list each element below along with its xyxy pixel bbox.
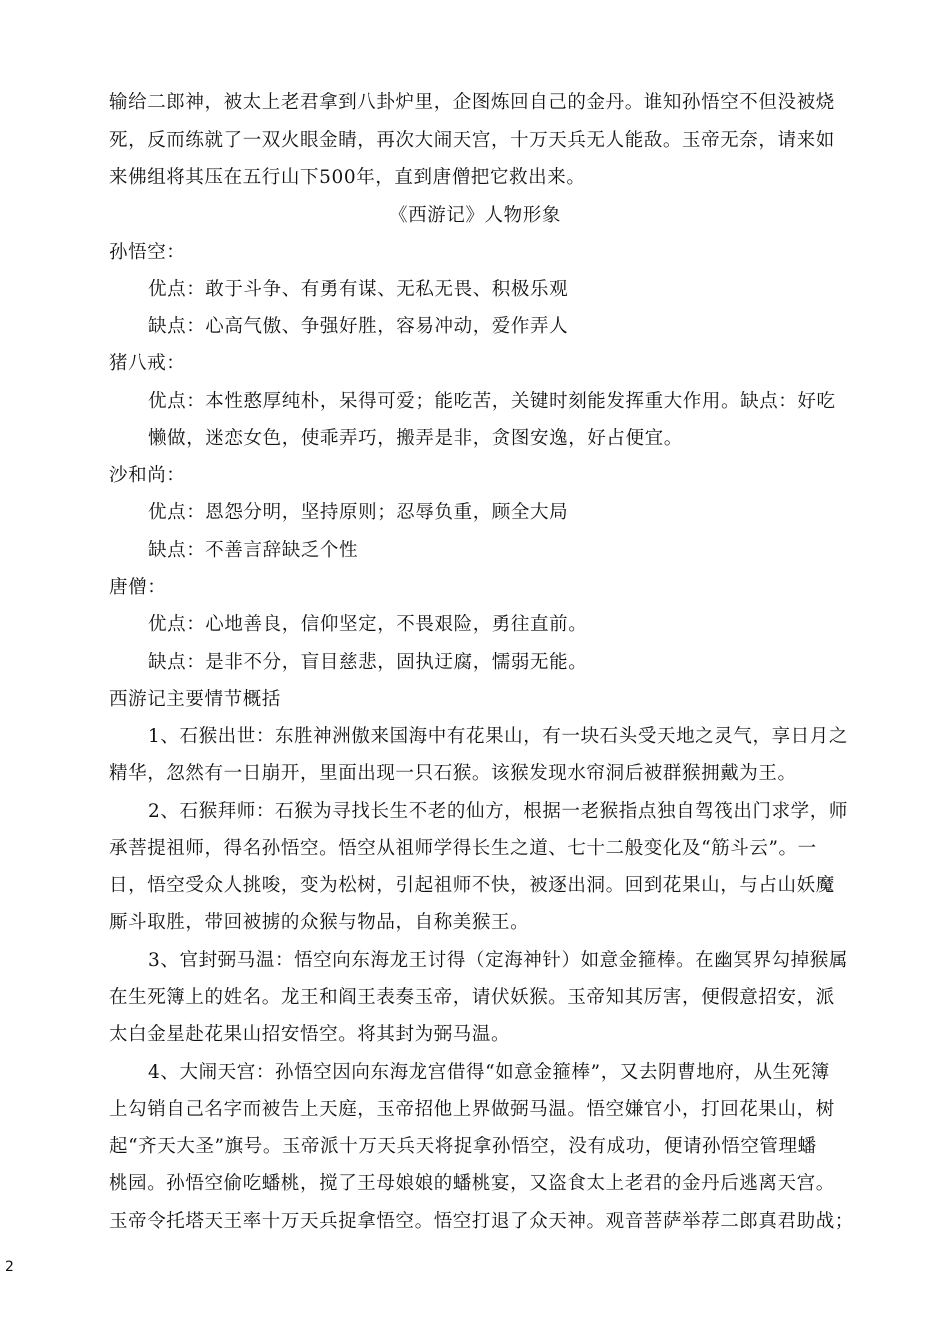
character-name-tang-seng: 唐僧： bbox=[109, 577, 167, 598]
page-number: 2 bbox=[5, 1259, 14, 1275]
plot-item-line: 上勾销自己名字而被告上天庭，玉帝招他上界做弼马温。悟空嫌官小，打回花果山，树 bbox=[109, 1099, 835, 1120]
plot-item-line: 1、石猴出世：东胜神洲傲来国海中有花果山，有一块石头受天地之灵气，享日月之 bbox=[148, 726, 848, 747]
character-pros: 优点：恩怨分明，坚持原则；忍辱负重，顾全大局 bbox=[148, 502, 569, 523]
paragraph-line: 输给二郎神，被太上老君拿到八卦炉里，企图炼回自己的金丹。谁知孙悟空不但没被烧 bbox=[109, 92, 835, 113]
plot-item-line: 在生死簿上的姓名。龙王和阎王表奏玉帝，请伏妖猴。玉帝知其厉害，便假意招安，派 bbox=[109, 987, 835, 1008]
paragraph-line: 来佛组将其压在五行山下500年，直到唐僧把它救出来。 bbox=[109, 167, 586, 188]
plot-item-line: 太白金星赴花果山招安悟空。将其封为弼马温。 bbox=[109, 1024, 511, 1045]
plot-item-line: 日，悟空受众人挑唆，变为松树，引起祖师不快，被逐出洞。回到花果山，与占山妖魔 bbox=[109, 875, 835, 896]
character-cons: 缺点：是非不分，盲目慈悲，固执迂腐，懦弱无能。 bbox=[148, 652, 588, 673]
plot-item-line: 厮斗取胜，带回被掳的众猴与物品，自称美猴王。 bbox=[109, 912, 530, 933]
plot-item-line: 承菩提祖师，得名孙悟空。悟空从祖师学得长生之道、七十二般变化及“筋斗云”。一 bbox=[109, 838, 817, 859]
character-traits: 优点：本性憨厚纯朴，呆得可爱；能吃苦，关键时刻能发挥重大作用。缺点：好吃 bbox=[148, 391, 836, 412]
plot-item-line: 4、大闹天宫：孙悟空因向东海龙宫借得“如意金箍棒”，又去阴曹地府，从生死簿 bbox=[148, 1062, 830, 1083]
plot-item-line: 3、官封弼马温：悟空向东海龙王讨得（定海神针）如意金箍棒。在幽冥界勾掉猴属 bbox=[148, 950, 848, 971]
character-pros: 优点：心地善良，信仰坚定，不畏艰险，勇往直前。 bbox=[148, 614, 588, 635]
character-name-sun-wukong: 孙悟空： bbox=[109, 242, 186, 263]
character-cons: 缺点：心高气傲、争强好胜，容易冲动，爱作弄人 bbox=[148, 316, 569, 337]
character-traits: 懒做，迷恋女色，使乖弄巧，搬弄是非，贪图安逸，好占便宜。 bbox=[148, 428, 683, 449]
character-name-sha-heshang: 沙和尚： bbox=[109, 465, 186, 486]
plot-item-line: 2、石猴拜师：石猴为寻找长生不老的仙方，根据一老猴指点独自驾筏出门求学，师 bbox=[148, 801, 848, 822]
paragraph-line: 死，反而练就了一双火眼金睛，再次大闹天宫，十万天兵无人能敌。玉帝无奈，请来如 bbox=[109, 130, 835, 151]
character-cons: 缺点：不善言辞缺乏个性 bbox=[148, 540, 359, 561]
plot-item-line: 起“齐天大圣”旗号。玉帝派十万天兵天将捉拿孙悟空，没有成功，便请孙悟空管理蟠 bbox=[109, 1136, 817, 1157]
section-title-characters: 《西游记》人物形象 bbox=[389, 205, 561, 226]
character-name-zhu-bajie: 猪八戒： bbox=[109, 353, 186, 374]
plot-item-line: 玉帝令托塔天王率十万天兵捉拿悟空。悟空打退了众天神。观音菩萨举荐二郎真君助战； bbox=[109, 1211, 854, 1232]
character-pros: 优点：敢于斗争、有勇有谋、无私无畏、积极乐观 bbox=[148, 279, 569, 300]
plot-item-line: 精华，忽然有一日崩开，里面出现一只石猴。该猴发现水帘洞后被群猴拥戴为王。 bbox=[109, 763, 797, 784]
plot-item-line: 桃园。孙悟空偷吃蟠桃，搅了王母娘娘的蟠桃宴，又盗食太上老君的金丹后逃离天宫。 bbox=[109, 1173, 835, 1194]
section-title-plot: 西游记主要情节概括 bbox=[109, 689, 281, 710]
